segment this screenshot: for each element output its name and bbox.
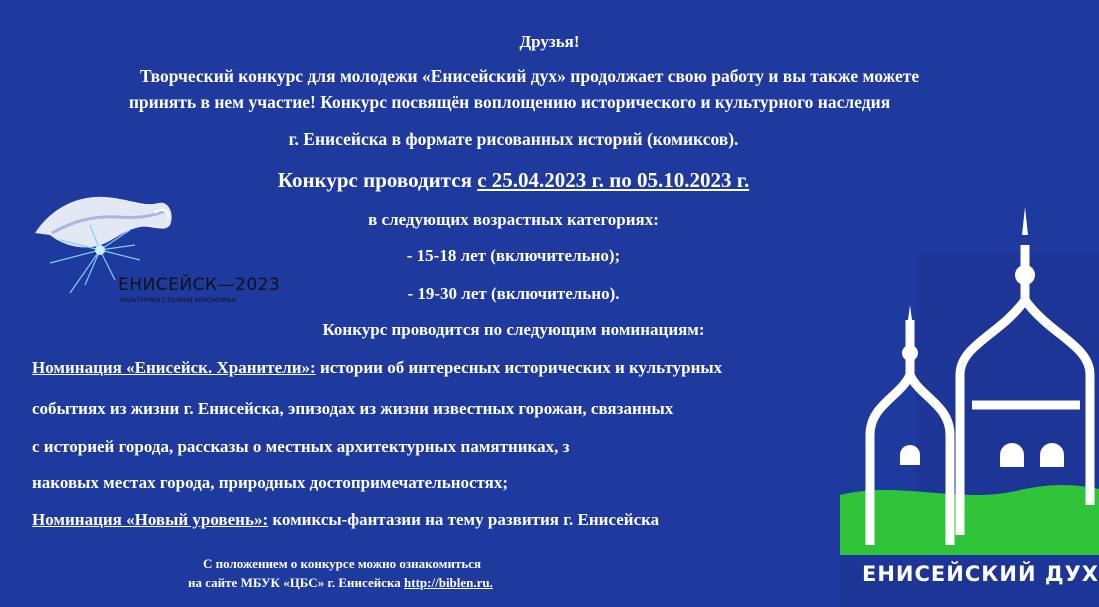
age-item-1: - 15-18 лет (включительно); [406,246,621,265]
nomination-1-line-2: событиях из жизни г. Енисейска, эпизодах из жизни известных горожан, связанных [32,399,674,418]
right-logo-text: ЕНИСЕЙСКИЙ ДУХ [862,562,1099,586]
dates-prefix: Конкурс проводится [277,168,478,192]
dates-range: с 25.04.2023 г. по 05.10.2023 г. [477,168,750,192]
yeniseisky-dukh-logo [840,205,1099,607]
nomination-1-line-4: наковых местах города, природных достопримечательностях; [32,473,509,492]
nomination-2-line [32,510,659,530]
nomination-1-title: Номинация «Енисейск. Хранители»: [32,358,316,377]
left-logo-subtitle: КУЛЬТУРНАЯ СТОЛИЦА КРАСНОЯРЬЯ [120,297,236,304]
intro-line-1: Творческий конкурс для молодежи «Енисейский дух» продолжает свою работу и вы также можете [139,66,920,86]
age-heading: в следующих возрастных категориях: [368,210,659,229]
nomination-2-title: Номинация «Новый уровень»: [32,510,269,529]
intro-line-3: г. Енисейска в формате рисованных историй (комиксов). [288,129,739,149]
age-item-2: - 19-30 лет (включительно). [407,284,620,303]
nominations-heading: Конкурс проводится по следующим номинациям: [322,320,705,339]
site-link[interactable]: http://biblen.ru. [404,575,493,590]
footer-line-2 [188,575,493,591]
nomination-1-text: истории об интересных исторических и культурных [315,358,723,377]
left-logo-text: ЕНИСЕЙСК—2023 [118,275,281,295]
nomination-2-text: комиксы-фантазии на тему развития г. Енисейска [268,510,660,529]
nomination-1-line-1 [32,358,722,378]
footer-line-1: С положением о конкурсе можно ознакомиться [203,556,482,571]
footer-prefix: на сайте МБУК «ЦБС» г. Енисейска [188,575,405,590]
greeting: Друзья! [519,32,580,51]
intro-line-2: принять в нем участие! Конкурс посвящён воплощению исторического и культурного наследия [128,92,891,112]
nomination-1-line-3: с историей города, рассказы о местных архитектурных памятниках, з [32,437,570,456]
